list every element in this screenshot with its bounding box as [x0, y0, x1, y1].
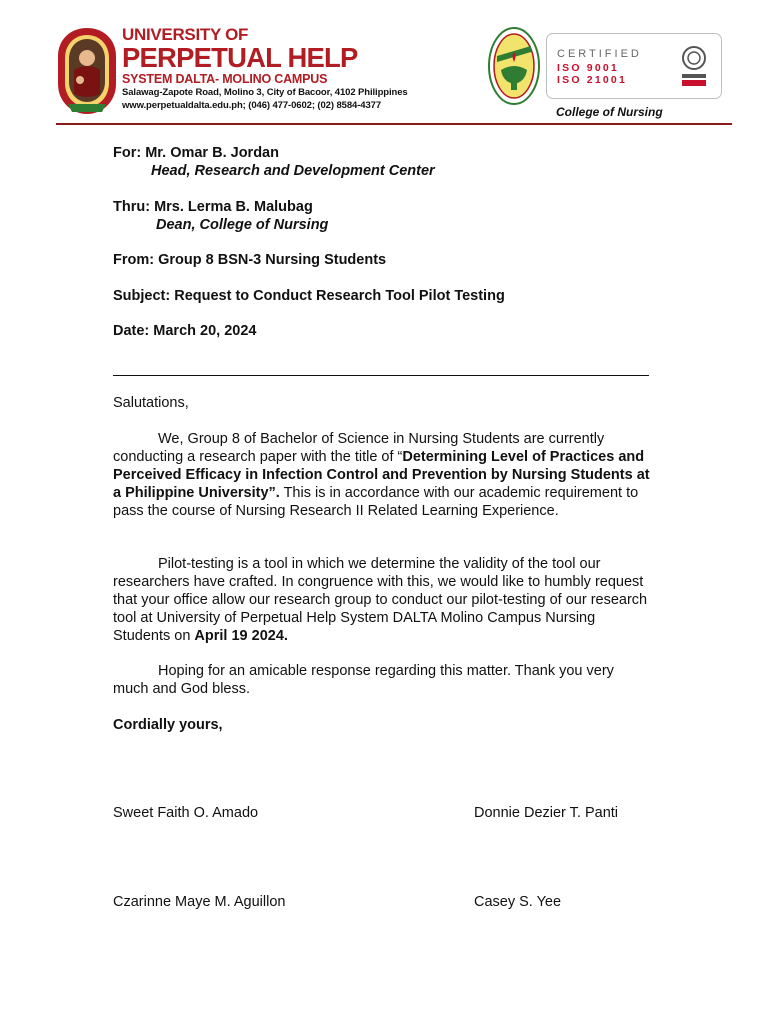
- paragraph-1: [113, 431, 653, 521]
- paragraph-1-text-a: We, Group 8 of Bachelor of Science in Nursing Students are currently conducting a research paper with the title of “: [113, 431, 605, 465]
- signatory-1: Sweet Faith O. Amado: [113, 805, 259, 821]
- signatory-3: Czarinne Maye M. Aguillon: [113, 894, 286, 910]
- university-name-line1: UNIVERSITY OF: [122, 25, 249, 44]
- memo-divider: [113, 375, 649, 376]
- research-title: Determining Level of Practices and Perceived Efficacy in Infection Control and Prevention by Nursing Students at a Philippine University”.: [113, 448, 650, 501]
- pilot-test-date: April 19 2024.: [194, 627, 288, 644]
- college-name: College of Nursing: [556, 105, 663, 119]
- signatory-4: Casey S. Yee: [474, 894, 562, 910]
- iso-9001-label: ISO 9001: [557, 62, 619, 74]
- iso-21001-label: ISO 21001: [557, 74, 628, 86]
- university-name-block: [122, 26, 408, 112]
- certified-label: CERTIFIED: [557, 48, 642, 60]
- paragraph-3: [113, 663, 653, 699]
- memo-for-title: Head, Research and Development Center: [151, 163, 435, 179]
- paragraph-3-text: Hoping for an amicable response regarding this matter. Thank you very much and God bless.: [113, 663, 614, 697]
- memo-thru-title: Dean, College of Nursing: [156, 217, 329, 233]
- letterhead: [0, 0, 768, 128]
- memo-from: From: Group 8 BSN-3 Nursing Students: [113, 252, 387, 268]
- memo-thru: Thru: Mrs. Lerma B. Malubag: [113, 199, 313, 215]
- university-contact: www.perpetualdalta.edu.ph; (046) 477-0602; (02) 8584-4377: [122, 100, 381, 111]
- header-divider: [56, 123, 732, 125]
- memo-subject: Subject: Request to Conduct Research Tool Pilot Testing: [113, 288, 505, 304]
- signatory-2: Donnie Dezier T. Panti: [474, 805, 619, 821]
- iso-certification-box: [546, 33, 722, 99]
- bureau-veritas-logo: [679, 44, 709, 88]
- university-name-line2: PERPETUAL HELP: [122, 42, 358, 73]
- college-of-nursing-seal-logo: [487, 26, 541, 106]
- paragraph-2: [113, 556, 653, 646]
- paragraph-1-text-b: This is in accordance with our academic requirement to pass the course of Nursing Research II Related Learning Experience.: [113, 484, 639, 519]
- memo-for: For: Mr. Omar B. Jordan: [113, 145, 279, 161]
- closing: Cordially yours,: [113, 717, 223, 733]
- campus-name: SYSTEM DALTA- MOLINO CAMPUS: [122, 72, 328, 86]
- university-seal-logo: [56, 26, 118, 116]
- university-address: Salawag-Zapote Road, Molino 3, City of Bacoor, 4102 Philippines: [122, 87, 408, 98]
- salutation: Salutations,: [113, 395, 189, 411]
- paragraph-2-text: Pilot-testing is a tool in which we determine the validity of the tool our researchers have crafted. In congruence with this, we would like to humbly request that your office allow our research group to conduct our pilot-testing of our research tool at University of Perpetual Help System DALTA Molino Campus Nursing Students on: [113, 556, 648, 644]
- memo-date: Date: March 20, 2024: [113, 323, 257, 339]
